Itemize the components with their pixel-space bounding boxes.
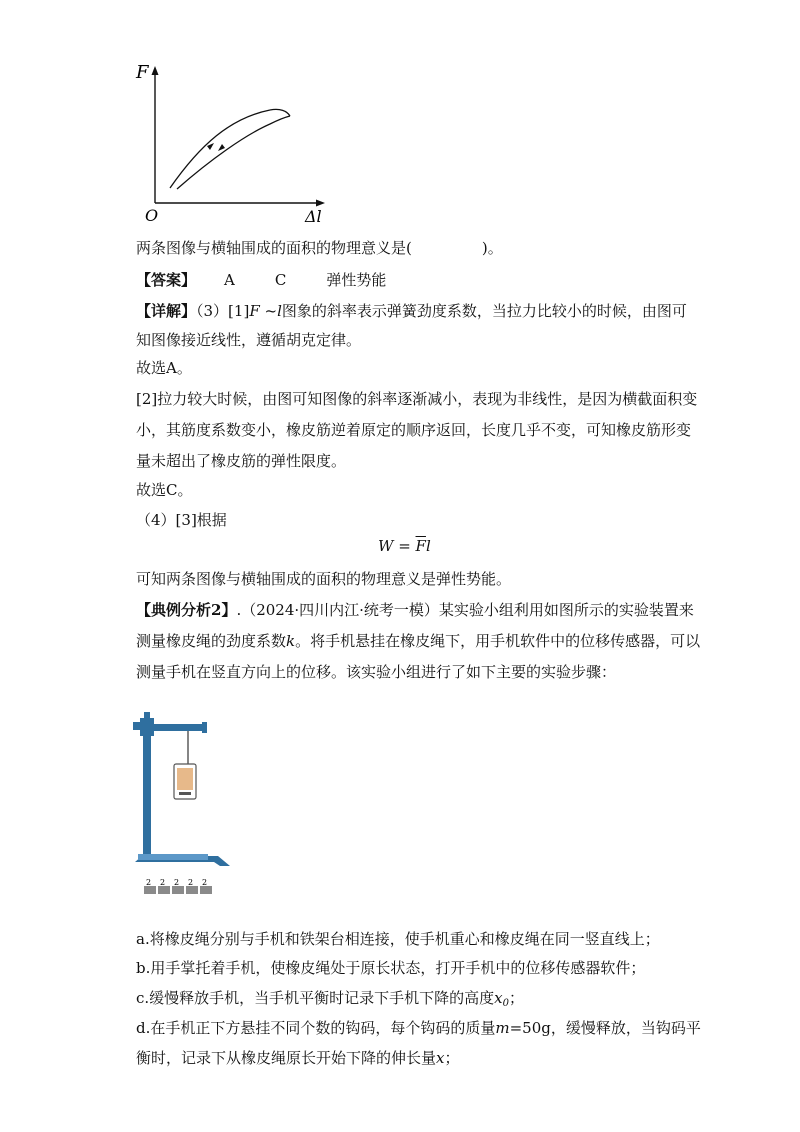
detail-line-1: [136, 301, 687, 321]
step-d1m: m: [495, 1019, 510, 1037]
curve-cap: [270, 109, 290, 116]
step-d2b: ；: [444, 1049, 460, 1067]
detail-line-2: 知图像接近线性，遵循胡克定律。: [136, 331, 362, 349]
formula-eq: =: [393, 537, 416, 555]
example-line-2: [136, 631, 700, 651]
step-d-line-2: [136, 1048, 460, 1068]
base-plate: [138, 854, 208, 860]
step-b: b.用手掌托着手机，使橡皮绳处于原长状态，打开手机中的位移传感器软件；: [136, 959, 646, 977]
vertical-pole: [143, 736, 151, 856]
down-arrow: [218, 144, 225, 151]
step-c2: ；: [509, 989, 525, 1007]
detail-f: F: [249, 302, 260, 320]
x-axis-arrow: [316, 200, 325, 207]
up-arrow: [207, 143, 214, 150]
x-axis-label: Δl: [305, 207, 322, 226]
question-end: )。: [481, 239, 503, 257]
y-axis-label: F: [136, 62, 149, 83]
svg-text:2: 2: [188, 878, 194, 887]
formula-w: W: [378, 537, 394, 555]
formula-f: $\overline{F}$: [415, 537, 426, 555]
apparatus-illustration: [130, 700, 240, 900]
conclusion-line: 可知两条图像与横轴围成的面积的物理意义是弹性势能。: [136, 570, 512, 588]
step-d1a: d.在手机正下方悬挂不同个数的钩码，每个钩码的质量: [136, 1019, 496, 1037]
step-c-x: x: [494, 989, 503, 1007]
para3-line: （4）[3]根据: [136, 511, 227, 529]
detail-1b: 图象的斜率表示弹簧劲度系数，当拉力比较小的时候，由图可: [281, 302, 687, 320]
example-2b: 。将手机悬挂在橡皮绳下，用手机软件中的位移传感器，可以: [295, 632, 701, 650]
choose-a-line: 故选A。: [136, 359, 192, 377]
clamp-knob: [133, 722, 143, 730]
svg-text:2: 2: [174, 878, 180, 887]
question-text: 两条图像与横轴围成的面积的物理意义是(: [136, 239, 412, 257]
step-d-line-1: [136, 1018, 701, 1038]
example-2a: 测量橡皮绳的劲度系数: [136, 632, 287, 650]
detail-l: l: [277, 302, 282, 320]
detail-tilde: ~: [259, 302, 278, 320]
step-d2a: 衡时，记录下从橡皮绳原长开始下降的伸长量: [136, 1049, 437, 1067]
step-d2x: x: [436, 1049, 445, 1067]
para2-line-3: 量未超出了橡皮筋的弹性限度。: [136, 452, 347, 470]
hook-weights: [144, 878, 212, 894]
phone-buttons: [179, 792, 191, 795]
para2-line-2: 小，其筋度系数变小，橡皮筋逆着原定的顺序返回，长度几乎不变，可知橡皮筋形变: [136, 421, 692, 439]
y-axis-arrow: [152, 66, 159, 75]
svg-text:2: 2: [202, 878, 208, 887]
para2-line-1: [2]拉力较大时候，由图可知图像的斜率逐渐减小，表现为非线性，是因为横截面积变: [136, 390, 698, 408]
choose-c-line: 故选C。: [136, 481, 193, 499]
clamp-screw: [144, 712, 150, 720]
answer-tag: 【答案】: [136, 271, 197, 289]
step-c1: c.缓慢释放手机，当手机平衡时记录下手机下降的高度: [136, 989, 495, 1007]
step-c: [136, 988, 524, 1014]
origin-label: O: [145, 206, 159, 225]
svg-text:2: 2: [160, 878, 166, 887]
step-d1b: =50g，缓慢释放，当钩码平: [509, 1019, 701, 1037]
detail-tag: 【详解】: [136, 302, 197, 320]
answer-3: 弹性势能: [326, 271, 387, 289]
phone-screen: [177, 768, 193, 790]
force-extension-graph: [130, 60, 330, 230]
step-a: a.将橡皮绳分别与手机和铁架台相连接，使手机重心和橡皮绳在同一竖直线上；: [136, 930, 660, 948]
svg-text:2: 2: [146, 878, 152, 887]
step-c-sub: 0: [502, 998, 510, 1009]
example-line-3: 测量手机在竖直方向上的位移。该实验小组进行了如下主要的实验步骤：: [136, 663, 617, 681]
answer-1: A: [224, 271, 235, 289]
example-2k: k: [286, 632, 296, 650]
work-formula: [378, 537, 431, 555]
example-line-1: [136, 600, 694, 620]
answer-line: [136, 270, 386, 290]
horizontal-arm: [152, 724, 206, 731]
arm-end: [202, 722, 207, 733]
answer-2: C: [274, 271, 287, 289]
formula-l: l: [425, 537, 431, 555]
detail-1a: （3）[1]: [196, 302, 250, 320]
example-1: .（2024·四川内江·统考一模）某实验小组利用如图所示的实验装置来: [236, 601, 694, 619]
example-tag: 【典例分析2】: [136, 601, 237, 619]
unloading-curve: [177, 116, 290, 189]
question-line: [136, 238, 503, 258]
